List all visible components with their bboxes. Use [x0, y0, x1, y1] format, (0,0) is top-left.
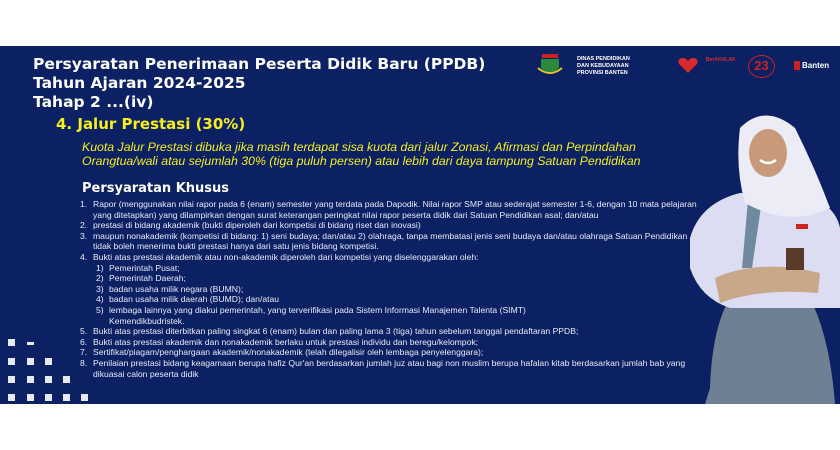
- banten-emblem-icon: [536, 54, 564, 76]
- title-line-2: Tahun Ajaran 2024-2025: [33, 74, 246, 92]
- list-item: 5) lembaga lainnya yang diakui pemerintah, yang terverifikasi pada Sistem Informasi Manajemen Talenta (SIMT) Kemendikbudristek.: [96, 304, 526, 326]
- list-item: 8. Penilaian prestasi bidang keagamaan berupa hafiz Qur'an berdasarkan jumlah juz atau bagi non muslim berupa hafalan kitab berdasarkan jumlah bab yang dikuasai calon peserta didik: [80, 357, 686, 379]
- slide: [0, 46, 840, 404]
- list-item: 2. prestasi di bidang akademik (bukti diperoleh dari kompetisi di bidang riset dan inovasi): [80, 220, 421, 231]
- title-line-3: Tahap 2 ...(iv): [33, 93, 154, 111]
- quota-text: Kuota Jalur Prestasi dibuka jika masih terdapat sisa kuota dari jalur Zonasi, Afirmasi dan Perpindahan Orangtua/wali atau sejumlah 30% (tiga puluh persen) atau lebih dari daya tampung Satuan Pendidikan: [82, 140, 641, 168]
- list-item: 3) badan usaha milik negara (BUMN);: [96, 283, 244, 294]
- heart-logo-icon: [677, 56, 699, 74]
- dinas-label: DINAS PENDIDIKAN DAN KEBUDAYAAN PROVINSI BANTEN: [577, 56, 630, 76]
- list-item: 4. Bukti atas prestasi akademik atau non-akademik diperoleh dari kompetisi yang diselenggarakan oleh:: [80, 251, 479, 262]
- banten-logo: Banten: [794, 61, 829, 70]
- student-photo: [690, 108, 840, 404]
- list-item: 7. Sertifikat/piagam/penghargaan akademik/nonakademik (telah dilegalisir oleh lembaga penyelenggara);: [80, 347, 484, 358]
- list-item: 6. Bukti atas prestasi akademik dan nonakademik berlaku untuk prestasi individu dan beregu/kelompok;: [80, 336, 479, 347]
- anniversary-logo: 23: [748, 55, 775, 78]
- section-title: Persyaratan Khusus: [82, 181, 230, 196]
- subtitle: 4. Jalur Prestasi (30%): [56, 115, 246, 133]
- list-item: 3. maupun nonakademik (kompetisi di bidang: 1) seni budaya; dan/atau 2) olahraga, tanpa membatasi jenis seni budaya dan/atau olahraga Satuan Pendidikan tidak boleh menerima bukti prestasi hanya dari satu jenis bidang kompetisi.: [80, 230, 688, 252]
- list-item: 1) Pemerintah Pusat;: [96, 262, 180, 273]
- list-item: 5. Bukti atas prestasi diterbitkan paling singkat 6 (enam) bulan dan paling lama 3 (tiga) tahun sebelum tanggal pendaftaran PPDB;: [80, 326, 579, 337]
- logo-bar: [534, 54, 834, 78]
- list-item: 2) Pemerintah Daerah;: [96, 273, 186, 284]
- berakhlak-logo: BerAKHLAK: [706, 57, 736, 63]
- list-item: 1. Rapor (menggunakan nilai rapor pada 6 (enam) semester yang terdata pada Dapodik. Nilai rapor SMP atau sederajat semester 1-6, dengan 10 mata pelajaran yang ditetapkan) yang dilampirkan dengan surat keterangan peringkat nilai rapor peserta didik dari Satuan Pendidikan asal; dan/atau: [80, 199, 697, 220]
- title-line-1: Persyaratan Penerimaan Peserta Didik Baru (PPDB): [33, 55, 486, 73]
- organizers-list: [93, 263, 700, 327]
- requirements-list: [80, 199, 700, 379]
- list-item: 4) badan usaha milik daerah (BUMD); dan/atau: [96, 294, 280, 305]
